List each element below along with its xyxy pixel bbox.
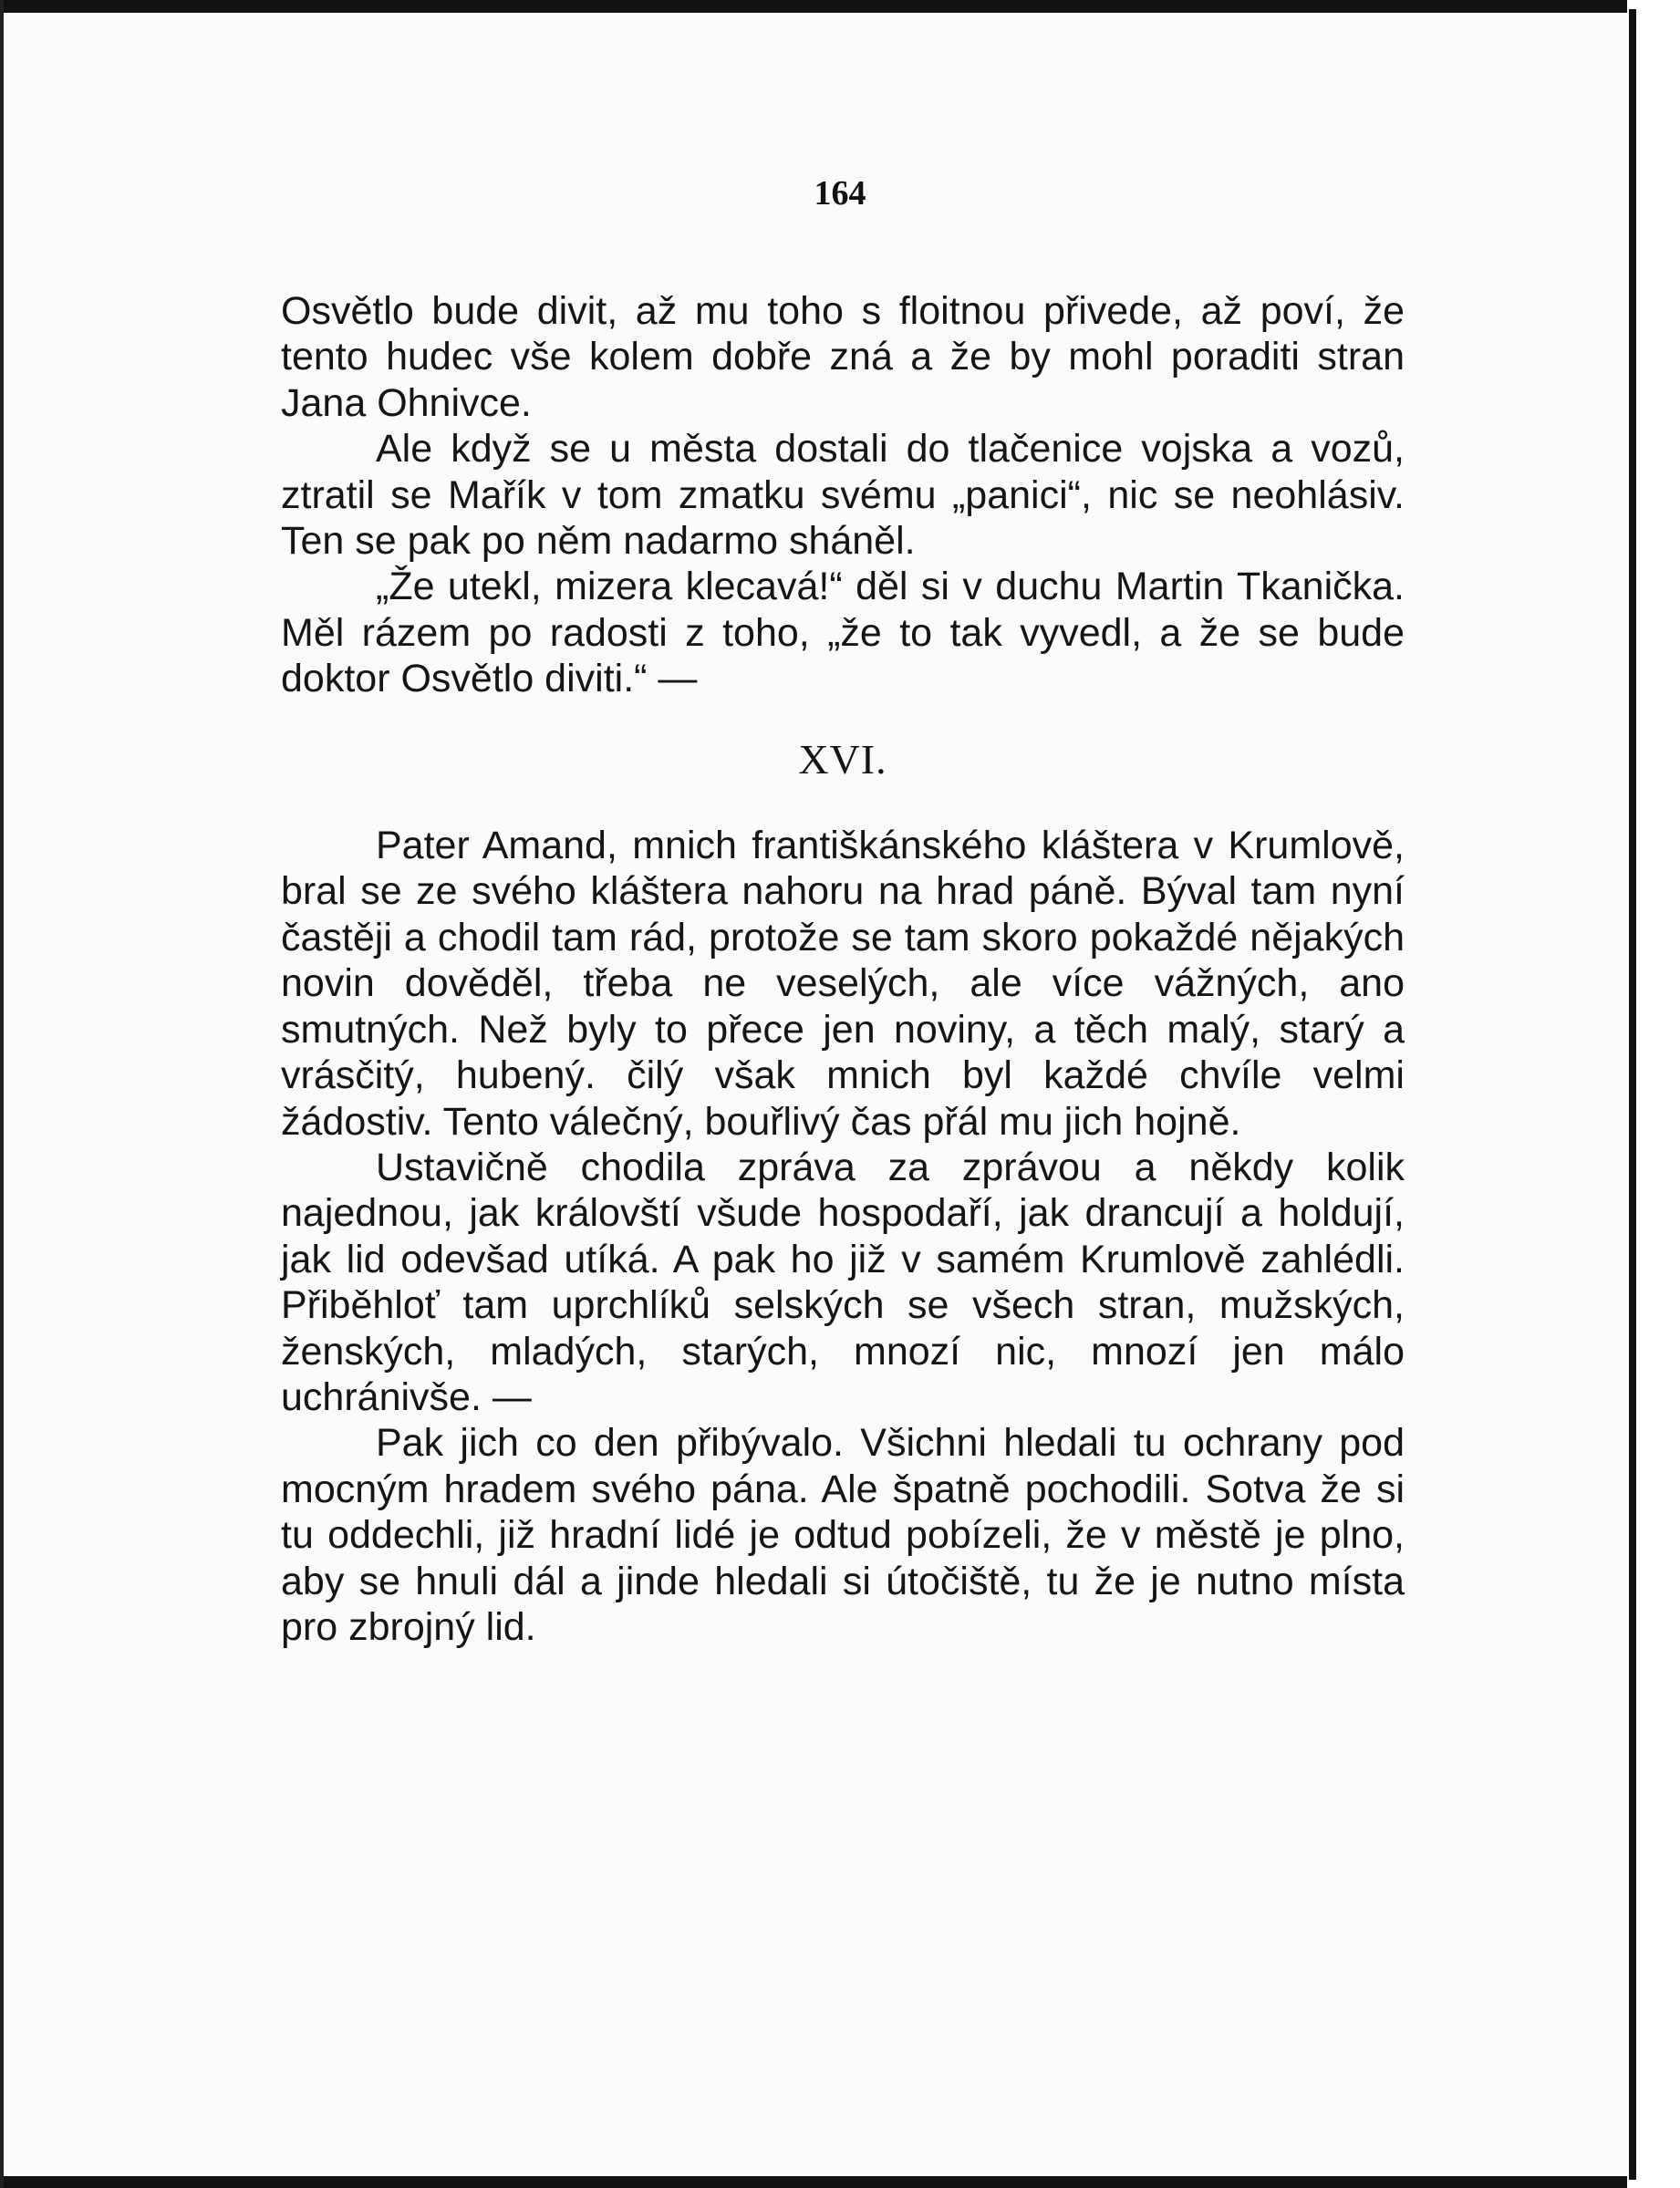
scan-border-right [1629, 9, 1636, 2180]
scan-border-bottom [0, 2176, 1680, 2188]
scan-border-top [0, 0, 1680, 13]
paragraph: Pater Amand, mnich františkánského kláštera v Krumlově, bral se ze svého kláštera nahoru na hrad páně. Býval tam nyní častěji a chodil tam rád, protože se tam skoro pokaždé nějakých novin dověděl, třeba ne veselých, ale více vážných, ano smutných. Než byly to přece jen noviny, a těch malý, starý a vrásčitý, hubený. čilý však mnich byl každé chvíle velmi žádostiv. Tento válečný, bouřlivý čas přál mu jich hojně. [281, 824, 1405, 1144]
scan-border-left [0, 0, 4, 2188]
paragraph: Pak jich co den přibývalo. Všichni hledali tu ochrany pod mocným hradem svého pána. Ale špatně pochodili. Sotva že si tu oddechli, již hradní lidé je odtud pobízeli, že v městě je plno, aby se hnuli dál a jinde hledali si útočiště, tu že je nutno místa pro zbrojný lid. [281, 1421, 1405, 1649]
chapter-heading: XVI. [798, 735, 887, 783]
paragraph: Osvětlo bude divit, až mu toho s floitnou přivede, až poví, že tento hudec vše kolem dobře zná a že by mohl poraditi stran Jana Ohnivce. [281, 289, 1405, 425]
paragraph: Ustavičně chodila zpráva za zprávou a někdy kolik najednou, jak královští všude hospodaří, jak drancují a holdují, jak lid odevšad utíká. A pak ho již v samém Krumlově zahlédli. Přiběhloť tam uprchlíků selských se všech stran, mužských, ženských, mladých, starých, mnozí nic, mnozí jen málo uchránivše. — [281, 1145, 1405, 1419]
paragraph: Ale když se u města dostali do tlačenice vojska a vozů, ztratil se Mařík v tom zmatku svému „panici“, nic se neohlásiv. Ten se pak po něm nadarmo sháněl. [281, 427, 1405, 564]
body-text [281, 288, 1405, 1650]
page-number: 164 [814, 174, 866, 213]
paragraph: „Že utekl, mizera klecavá!“ děl si v duchu Martin Tkanička. Měl rázem po radosti z toho, „že to tak vyvedl, a že se bude doktor Osvětlo diviti.“ — [281, 565, 1405, 701]
